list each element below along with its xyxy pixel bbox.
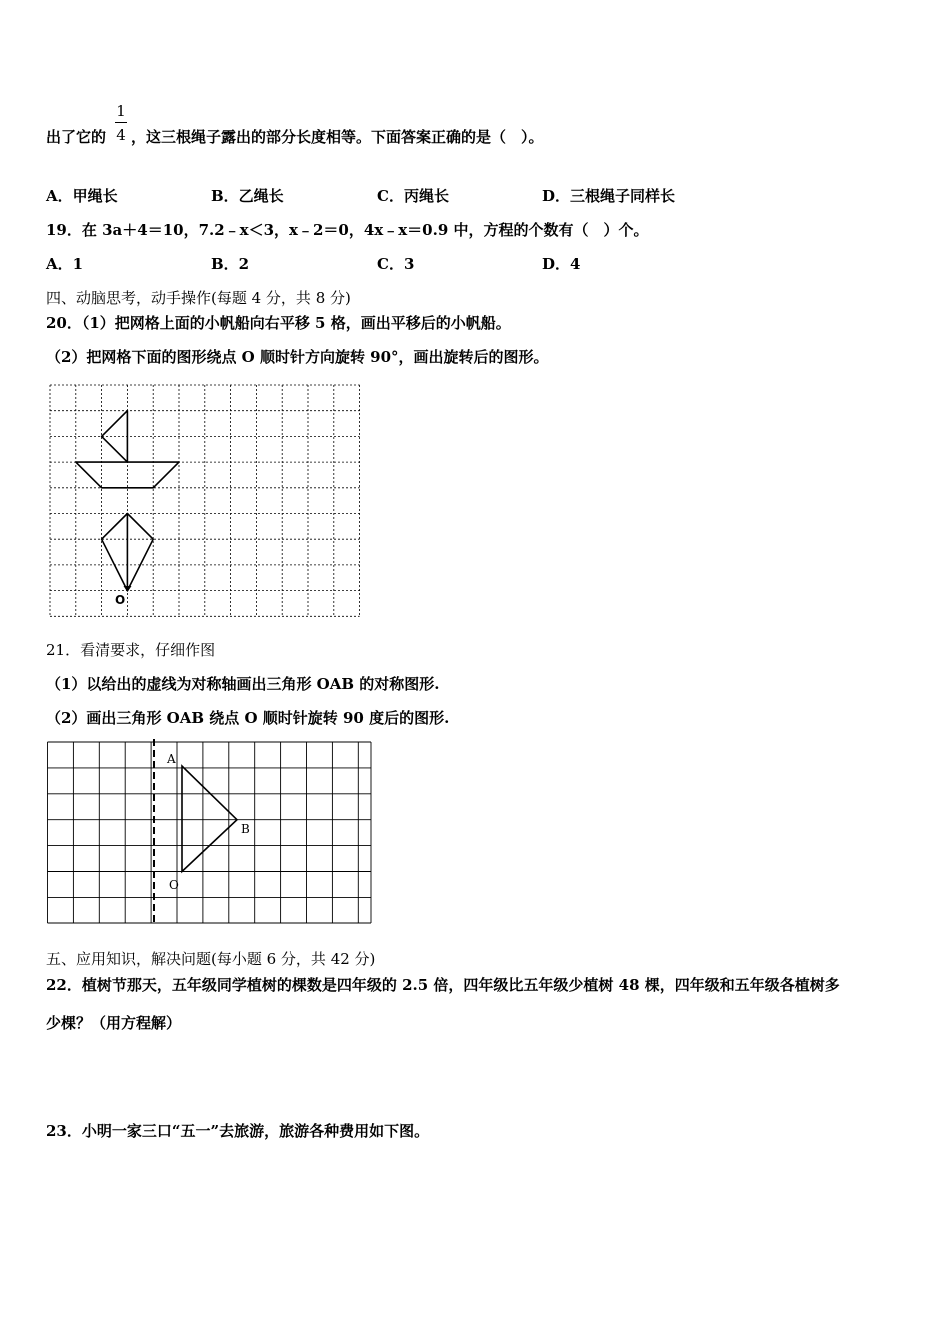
- q21-line1: 21．看清要求，仔细作图: [46, 641, 216, 659]
- q18-text-rest: ，这三根绳子露出的部分长度相等。下面答案正确的是（ ）。: [131, 128, 544, 146]
- fraction-bar: [115, 122, 127, 123]
- q19-option-b: B．2: [211, 255, 250, 273]
- q19-option-d: D．4: [542, 255, 581, 273]
- q19-option-a: A．1: [46, 255, 84, 273]
- point-b-label: B: [241, 822, 250, 836]
- fraction-denominator: 4: [116, 126, 126, 144]
- q20-line2: （2）把网格下面的图形绕点 O 顺时针方向旋转 90°，画出旋转后的图形。: [46, 348, 549, 366]
- rotation-point-o: [124, 586, 132, 592]
- q22-line2: 少棵？（用方程解）: [46, 1014, 182, 1032]
- q21-grid-figure: [44, 738, 374, 928]
- point-a-label: A: [167, 752, 176, 766]
- q19-option-c: C．3: [377, 255, 415, 273]
- section5-title: 五、应用知识，解决问题(每小题 6 分，共 42 分): [46, 950, 376, 968]
- q20-grid-figure: [46, 382, 366, 622]
- q23-text: 23．小明一家三口“五一”去旅游，旅游各种费用如下图。: [46, 1122, 430, 1140]
- q18-option-b: B．乙绳长: [211, 187, 284, 205]
- q19-text: 19．在 3a＋4＝10，7.2﹣x＜3，x﹣2＝0，4x﹣x＝0.9 中，方程的个数有（ ）个。: [46, 221, 649, 239]
- section4-title: 四、动脑思考，动手操作(每题 4 分，共 8 分): [46, 289, 351, 307]
- q22-line1: 22．植树节那天，五年级同学植树的棵数是四年级的 2.5 倍，四年级比五年级少植树 48 棵，四年级和五年级各植树多: [46, 976, 840, 994]
- q18-option-c: C．丙绳长: [377, 187, 449, 205]
- q18-option-d: D．三根绳子同样长: [542, 187, 676, 205]
- q21-solid-grid: [48, 742, 372, 923]
- point-o-label-q21: O: [169, 878, 179, 892]
- q21-line2: （1）以给出的虚线为对称轴画出三角形 OAB 的对称图形.: [46, 675, 440, 693]
- fraction-numerator: 1: [116, 102, 126, 120]
- q20-dotted-grid: [50, 385, 360, 616]
- q18-option-a: A．甲绳长: [46, 187, 118, 205]
- q20-line1: 20．（1）把网格上面的小帆船向右平移 5 格，画出平移后的小帆船。: [46, 314, 511, 332]
- point-o-label: O: [115, 593, 126, 607]
- q18-text-start: 出了它的: [46, 128, 107, 146]
- q21-line3: （2）画出三角形 OAB 绕点 O 顺时针旋转 90 度后的图形.: [46, 709, 450, 727]
